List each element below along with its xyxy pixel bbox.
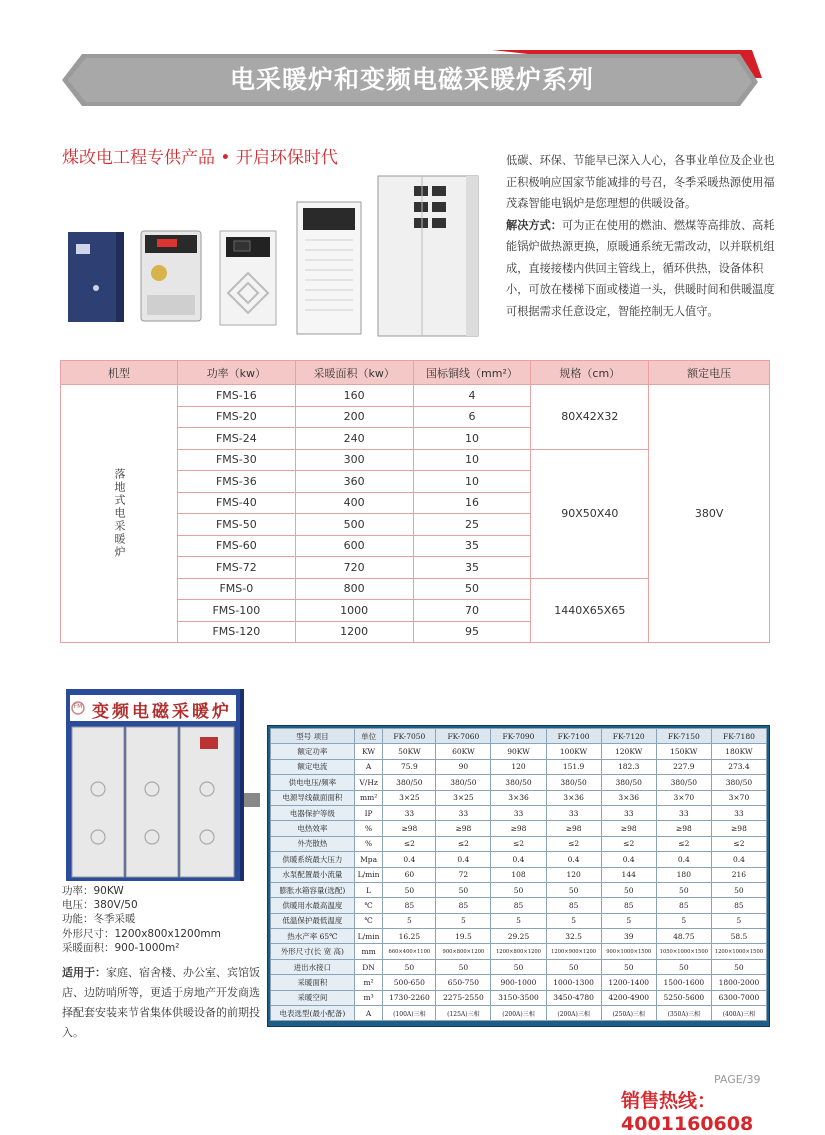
value-cell: 33 <box>711 805 766 820</box>
value-cell: FK-7050 <box>383 729 436 744</box>
solution-label: 解决方式： <box>506 218 562 232</box>
table-row <box>271 882 767 897</box>
value-cell: ≥98 <box>711 821 766 836</box>
fk-spec-table <box>270 728 767 1021</box>
value-cell: 50 <box>711 882 766 897</box>
model-cell: FMS-0 <box>177 578 295 600</box>
value-cell: 2275-2550 <box>436 990 491 1005</box>
cabinet-badge: FM <box>73 703 83 710</box>
value-cell: 32.5 <box>546 929 601 944</box>
value-cell: 48.75 <box>656 929 711 944</box>
value-cell: 50 <box>656 959 711 974</box>
row-label-cell: 外形尺寸(长 宽 高) <box>271 944 355 959</box>
value-cell: 75.9 <box>383 759 436 774</box>
value-cell: 660×400×1100 <box>383 944 436 959</box>
value-cell: 50 <box>546 882 601 897</box>
value-cell: 5 <box>711 913 766 928</box>
area-cell: 160 <box>295 385 413 407</box>
value-cell: 50 <box>491 882 546 897</box>
row-label-cell: 电器保护等级 <box>271 805 355 820</box>
value-cell: 144 <box>601 867 656 882</box>
model-cell: FMS-60 <box>177 535 295 557</box>
spec-cell: 90X50X40 <box>531 449 649 578</box>
value-cell: ≥98 <box>491 821 546 836</box>
value-cell: 50 <box>436 882 491 897</box>
unit-cell: L/min <box>354 929 383 944</box>
slogan: 煤改电工程专供产品 • 开启环保时代 <box>62 148 338 168</box>
value-cell: 900×1000×1500 <box>601 944 656 959</box>
row-label-cell: 供暖用水最高温度 <box>271 898 355 913</box>
type-cell <box>61 385 178 643</box>
value-cell: 0.4 <box>383 852 436 867</box>
table-row <box>271 852 767 867</box>
value-cell: 5 <box>436 913 491 928</box>
value-cell: 0.4 <box>491 852 546 867</box>
value-cell: 33 <box>436 805 491 820</box>
table-row <box>271 975 767 990</box>
value-cell: 1200×1000×1500 <box>711 944 766 959</box>
value-cell: 216 <box>711 867 766 882</box>
value-cell: 60 <box>383 867 436 882</box>
value-cell: 5250-5600 <box>656 990 711 1005</box>
table-row <box>61 385 770 407</box>
electric-boiler-table <box>60 360 770 643</box>
area-cell: 240 <box>295 428 413 450</box>
value-cell: 50 <box>601 882 656 897</box>
value-cell: 60KW <box>436 744 491 759</box>
wire-cell: 10 <box>413 428 531 450</box>
model-cell: FMS-72 <box>177 557 295 579</box>
area-cell: 1200 <box>295 621 413 643</box>
value-cell: 58.5 <box>711 929 766 944</box>
table-row <box>271 929 767 944</box>
area-cell: 800 <box>295 578 413 600</box>
value-cell: 182.3 <box>601 759 656 774</box>
table-row <box>271 775 767 790</box>
value-cell: FK-7180 <box>711 729 766 744</box>
intro-text <box>506 150 776 322</box>
value-cell: 108 <box>491 867 546 882</box>
model-cell: FMS-24 <box>177 428 295 450</box>
value-cell: 0.4 <box>601 852 656 867</box>
value-cell: 0.4 <box>436 852 491 867</box>
value-cell: ≤2 <box>656 836 711 851</box>
product-specs <box>62 884 221 955</box>
area-cell: 720 <box>295 557 413 579</box>
table-row <box>271 821 767 836</box>
value-cell: 85 <box>656 898 711 913</box>
table-row <box>271 867 767 882</box>
wire-cell: 35 <box>413 557 531 579</box>
spec-line: 功能：冬季采暖 <box>62 913 136 926</box>
wire-cell: 16 <box>413 492 531 514</box>
model-cell: FMS-120 <box>177 621 295 643</box>
unit-cell: m² <box>354 975 383 990</box>
unit-cell: mm² <box>354 790 383 805</box>
unit-cell: IP <box>354 805 383 820</box>
table-row <box>271 759 767 774</box>
wire-cell: 10 <box>413 449 531 471</box>
value-cell: 85 <box>601 898 656 913</box>
wire-cell: 6 <box>413 406 531 428</box>
value-cell: 3×70 <box>711 790 766 805</box>
area-cell: 1000 <box>295 600 413 622</box>
row-label-cell: 额定电流 <box>271 759 355 774</box>
value-cell: 1200-1400 <box>601 975 656 990</box>
type-label: 落地式电采暖炉 <box>112 468 126 559</box>
value-cell: 5 <box>383 913 436 928</box>
spec-line: 功率：90KW <box>62 885 124 897</box>
value-cell: 900-1000 <box>491 975 546 990</box>
unit-cell: m³ <box>354 990 383 1005</box>
value-cell: (350A)三相 <box>656 1006 711 1021</box>
area-cell: 360 <box>295 471 413 493</box>
row-label-cell: 电表选型(最小配备) <box>271 1006 355 1021</box>
row-label-cell: 热水产率 65℃ <box>271 929 355 944</box>
row-label-cell: 额定功率 <box>271 744 355 759</box>
value-cell: 90KW <box>491 744 546 759</box>
value-cell: 33 <box>546 805 601 820</box>
row-label-cell: 外壳散热 <box>271 836 355 851</box>
table-header-row <box>61 361 770 385</box>
value-cell: 1500-1600 <box>656 975 711 990</box>
apply-body: 家庭、宿舍楼、办公室、宾馆饭店、边防哨所等，更适于房地产开发商选择配套安装来节省集体供暖设备的前期投入。 <box>62 966 260 1039</box>
value-cell: (200A)三相 <box>491 1006 546 1021</box>
row-label-cell: 膨胀水箱容量(选配) <box>271 882 355 897</box>
value-cell: ≤2 <box>436 836 491 851</box>
value-cell: 380/50 <box>436 775 491 790</box>
value-cell: (400A)三相 <box>711 1006 766 1021</box>
unit-cell: V/Hz <box>354 775 383 790</box>
value-cell: 50 <box>436 959 491 974</box>
value-cell: (200A)三相 <box>546 1006 601 1021</box>
spec-cell: 1440X65X65 <box>531 578 649 643</box>
spec-line: 外形尺寸：1200x800x1200mm <box>62 927 221 940</box>
unit-cell: 单位 <box>354 729 383 744</box>
row-label-cell: 水泵配置最小流量 <box>271 867 355 882</box>
col-header: 采暖面积（kw） <box>295 361 413 385</box>
intro-paragraph-1: 低碳、环保、节能早已深入人心，各事业单位及企业也正积极响应国家节能减排的号召，冬季采暖热源使用福茂森智能电锅炉是您理想的供暖设备。 <box>506 154 775 210</box>
area-cell: 300 <box>295 449 413 471</box>
model-cell: FMS-30 <box>177 449 295 471</box>
model-cell: FMS-100 <box>177 600 295 622</box>
value-cell: 273.4 <box>711 759 766 774</box>
sales-hotline: 销售热线：4001160608 <box>621 1090 754 1135</box>
unit-cell: ℃ <box>354 898 383 913</box>
value-cell: 3150-3500 <box>491 990 546 1005</box>
solution-text: 可为正在使用的燃油、燃煤等高排放、高耗能锅炉做热源更换，原暖通系统无需改动，以并联机组成，直接接楼内供回主管线上，循环供热，设备体积小，可放在楼梯下面或楼道一头，供暖时间和供暖温度可根据需求任意设定，智能控制无人值守。 <box>506 218 775 318</box>
value-cell: 1800-2000 <box>711 975 766 990</box>
row-label-cell: 电源导线截面面积 <box>271 790 355 805</box>
spec-line: 采暖面积：900-1000m² <box>62 941 180 954</box>
unit-cell: KW <box>354 744 383 759</box>
value-cell: 120 <box>491 759 546 774</box>
table-row <box>271 944 767 959</box>
product-image-4 <box>295 200 365 340</box>
unit-cell: % <box>354 836 383 851</box>
row-label-cell: 采暖空间 <box>271 990 355 1005</box>
value-cell: 29.25 <box>491 929 546 944</box>
product-image-3 <box>218 229 280 329</box>
value-cell: 180 <box>656 867 711 882</box>
value-cell: 3×36 <box>491 790 546 805</box>
wire-cell: 35 <box>413 535 531 557</box>
table-header-row <box>271 729 767 744</box>
value-cell: ≥98 <box>601 821 656 836</box>
value-cell: 50 <box>601 959 656 974</box>
row-label-cell: 电热效率 <box>271 821 355 836</box>
model-cell: FMS-50 <box>177 514 295 536</box>
value-cell: 50 <box>546 959 601 974</box>
unit-cell: A <box>354 1006 383 1021</box>
table-row <box>271 836 767 851</box>
value-cell: 120KW <box>601 744 656 759</box>
unit-cell: Mpa <box>354 852 383 867</box>
row-label-cell: 采暖面积 <box>271 975 355 990</box>
value-cell: 3×70 <box>656 790 711 805</box>
value-cell: 0.4 <box>711 852 766 867</box>
value-cell: 380/50 <box>546 775 601 790</box>
wire-cell: 25 <box>413 514 531 536</box>
value-cell: 1730-2260 <box>383 990 436 1005</box>
value-cell: 380/50 <box>656 775 711 790</box>
value-cell: ≤2 <box>601 836 656 851</box>
value-cell: FK-7090 <box>491 729 546 744</box>
value-cell: ≥98 <box>656 821 711 836</box>
value-cell: 5 <box>601 913 656 928</box>
value-cell: 180KW <box>711 744 766 759</box>
value-cell: (250A)三相 <box>601 1006 656 1021</box>
area-cell: 600 <box>295 535 413 557</box>
value-cell: 150KW <box>656 744 711 759</box>
value-cell: 650-750 <box>436 975 491 990</box>
value-cell: 72 <box>436 867 491 882</box>
value-cell: 50 <box>383 959 436 974</box>
table-row <box>271 959 767 974</box>
product-image-5 <box>374 172 484 342</box>
value-cell: 1200×800×1200 <box>491 944 546 959</box>
product-image-2 <box>137 225 207 327</box>
value-cell: ≤2 <box>383 836 436 851</box>
value-cell: 85 <box>491 898 546 913</box>
page-number: PAGE/39 <box>714 1073 761 1086</box>
value-cell: ≤2 <box>546 836 601 851</box>
area-cell: 500 <box>295 514 413 536</box>
value-cell: 151.9 <box>546 759 601 774</box>
row-label-cell: 供电电压/频率 <box>271 775 355 790</box>
value-cell: 1050×1000×1500 <box>656 944 711 959</box>
model-cell: FMS-20 <box>177 406 295 428</box>
value-cell: ≥98 <box>436 821 491 836</box>
model-cell: FMS-40 <box>177 492 295 514</box>
value-cell: 85 <box>546 898 601 913</box>
value-cell: 380/50 <box>491 775 546 790</box>
table-row <box>271 744 767 759</box>
wire-cell: 50 <box>413 578 531 600</box>
value-cell: 3×36 <box>601 790 656 805</box>
col-header: 规格（cm） <box>531 361 649 385</box>
area-cell: 200 <box>295 406 413 428</box>
table-row <box>271 790 767 805</box>
value-cell: 1000-1300 <box>546 975 601 990</box>
value-cell: 0.4 <box>546 852 601 867</box>
wire-cell: 95 <box>413 621 531 643</box>
row-label-cell: 型号 项目 <box>271 729 355 744</box>
wire-cell: 70 <box>413 600 531 622</box>
value-cell: FK-7100 <box>546 729 601 744</box>
voltage-cell: 380V <box>649 385 770 643</box>
value-cell: 3×36 <box>546 790 601 805</box>
unit-cell: A <box>354 759 383 774</box>
value-cell: ≥98 <box>383 821 436 836</box>
value-cell: FK-7060 <box>436 729 491 744</box>
value-cell: 85 <box>436 898 491 913</box>
value-cell: 3450-4780 <box>546 990 601 1005</box>
unit-cell: DN <box>354 959 383 974</box>
unit-cell: L <box>354 882 383 897</box>
value-cell: 380/50 <box>601 775 656 790</box>
col-header: 机型 <box>61 361 178 385</box>
value-cell: 100KW <box>546 744 601 759</box>
value-cell: 4200-4900 <box>601 990 656 1005</box>
spec-line: 电压：380V/50 <box>62 899 138 912</box>
apply-label: 适用于： <box>62 966 106 979</box>
model-cell: FMS-16 <box>177 385 295 407</box>
col-header: 额定电压 <box>649 361 770 385</box>
unit-cell: % <box>354 821 383 836</box>
wire-cell: 10 <box>413 471 531 493</box>
unit-cell: L/min <box>354 867 383 882</box>
value-cell: 50 <box>711 959 766 974</box>
value-cell: 5 <box>656 913 711 928</box>
value-cell: 3×25 <box>383 790 436 805</box>
value-cell: (100A)三相 <box>383 1006 436 1021</box>
wire-cell: 4 <box>413 385 531 407</box>
value-cell: 90 <box>436 759 491 774</box>
value-cell: 50 <box>656 882 711 897</box>
row-label-cell: 低温保护最低温度 <box>271 913 355 928</box>
value-cell: FK-7150 <box>656 729 711 744</box>
value-cell: 5 <box>546 913 601 928</box>
col-header: 功率（kw） <box>177 361 295 385</box>
table-row <box>271 898 767 913</box>
value-cell: 3×25 <box>436 790 491 805</box>
value-cell: 33 <box>383 805 436 820</box>
value-cell: 380/50 <box>383 775 436 790</box>
unit-cell: ℃ <box>354 913 383 928</box>
value-cell: 0.4 <box>656 852 711 867</box>
value-cell: 380/50 <box>711 775 766 790</box>
page-title: 电采暖炉和变频电磁采暖炉系列 <box>229 65 594 94</box>
value-cell: 50 <box>491 959 546 974</box>
value-cell: 33 <box>601 805 656 820</box>
application-text <box>62 963 262 1043</box>
value-cell: 19.5 <box>436 929 491 944</box>
value-cell: 50KW <box>383 744 436 759</box>
value-cell: 33 <box>656 805 711 820</box>
table-row <box>271 990 767 1005</box>
value-cell: ≤2 <box>711 836 766 851</box>
table-row <box>271 1006 767 1021</box>
value-cell: 33 <box>491 805 546 820</box>
model-cell: FMS-36 <box>177 471 295 493</box>
value-cell: ≥98 <box>546 821 601 836</box>
table-row <box>271 913 767 928</box>
value-cell: 16.25 <box>383 929 436 944</box>
product-image-1 <box>66 228 128 326</box>
cabinet-label: 变频电磁采暖炉 <box>92 702 232 722</box>
intro-paragraph-2 <box>506 215 776 323</box>
value-cell: 227.9 <box>656 759 711 774</box>
value-cell: 500-650 <box>383 975 436 990</box>
table-row <box>271 805 767 820</box>
col-header: 国标铜线（mm²） <box>413 361 531 385</box>
value-cell: 5 <box>491 913 546 928</box>
value-cell: (125A)三相 <box>436 1006 491 1021</box>
value-cell: FK-7120 <box>601 729 656 744</box>
spec-cell: 80X42X32 <box>531 385 649 450</box>
value-cell: 39 <box>601 929 656 944</box>
unit-cell: mm <box>354 944 383 959</box>
value-cell: 1200×900×1200 <box>546 944 601 959</box>
value-cell: 85 <box>383 898 436 913</box>
row-label-cell: 供暖系统最大压力 <box>271 852 355 867</box>
value-cell: 50 <box>383 882 436 897</box>
value-cell: 900×800×1200 <box>436 944 491 959</box>
value-cell: 6300-7000 <box>711 990 766 1005</box>
value-cell: 85 <box>711 898 766 913</box>
value-cell: ≤2 <box>491 836 546 851</box>
row-label-cell: 进出水接口 <box>271 959 355 974</box>
value-cell: 120 <box>546 867 601 882</box>
area-cell: 400 <box>295 492 413 514</box>
